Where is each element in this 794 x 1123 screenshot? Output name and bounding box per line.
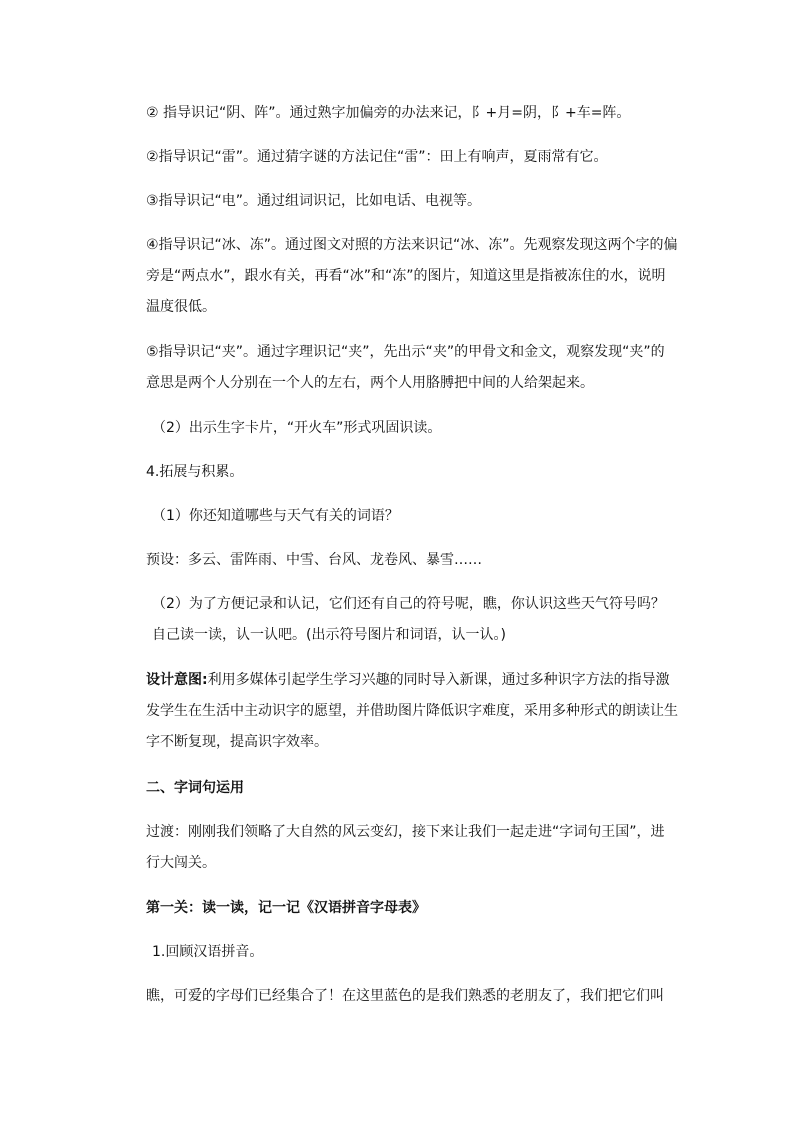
paragraph-question-weather-words: （1）你还知道哪些与天气有关的词语？ (152, 508, 399, 524)
paragraph-dian: ③指导识记“电”。通过组词识记，比如电话、电视等。 (146, 193, 482, 209)
paragraph-preset-answers: 预设：多云、雷阵雨、中雪、台风、龙卷风、暴雪…… (146, 552, 482, 568)
paragraph-review-pinyin: 1.回顾汉语拼音。 (152, 944, 264, 960)
design-intent-text: 利用多媒体引起学生学习兴趣的同时导入新课，通过多种识字方法的指导激发学生在生活中主动识字的愿望，并借助图片降低识字难度，采用多种形式的朗读让生字不断复现，提高识字效率。 (146, 672, 678, 750)
paragraph-lei: ②指导识记“雷”。通过猜字谜的方法记住“雷”：田上有响声，夏雨常有它。 (146, 149, 608, 165)
paragraph-card-review: （2）出示生字卡片，“开火车”形式巩固识读。 (152, 420, 442, 436)
paragraph-weather-symbols: （2）为了方便记录和认记，它们还有自己的符号呢，瞧，你认识这些天气符号吗？自己读一读，认一认吧。(出示符号图片和词语，认一认。) (152, 596, 665, 643)
paragraph-expand-heading: 4.拓展与积累。 (146, 464, 244, 480)
paragraph-letters-assembled: 瞧，可爱的字母们已经集合了！在这里蓝色的是我们熟悉的老朋友了，我们把它们叫 (146, 988, 664, 1004)
paragraph-jia: ⑤指导识记“夹”。通过字理识记“夹”，先出示“夹”的甲骨文和金文，观察发现“夹”的意思是两个人分别在一个人的左右，两个人用胳膊把中间的人给架起来。 (146, 344, 665, 391)
section-heading: 二、字词句运用 (146, 780, 244, 796)
design-intent-label: 设计意图: (146, 672, 208, 688)
paragraph-transition: 过渡：刚刚我们领略了大自然的风云变幻，接下来让我们一起走进“字词句王国”，进行大闯关。 (146, 824, 665, 871)
paragraph-yin-zhen: ② 指导识记“阴、阵”。通过熟字加偏旁的办法来记，阝+月=阴，阝+车=阵。 (146, 105, 631, 121)
paragraph-design-intent (146, 665, 678, 758)
level-one-heading: 第一关：读一读，记一记《汉语拼音字母表》 (146, 900, 426, 916)
paragraph-bing-dong: ④指导识记“冰、冻”。通过图文对照的方法来识记“冰、冻”。先观察发现这两个字的偏旁是“两点水”，跟水有关，再看“冰”和“冻”的图片，知道这里是指被冻住的水，说明温度很低。 (146, 237, 678, 315)
